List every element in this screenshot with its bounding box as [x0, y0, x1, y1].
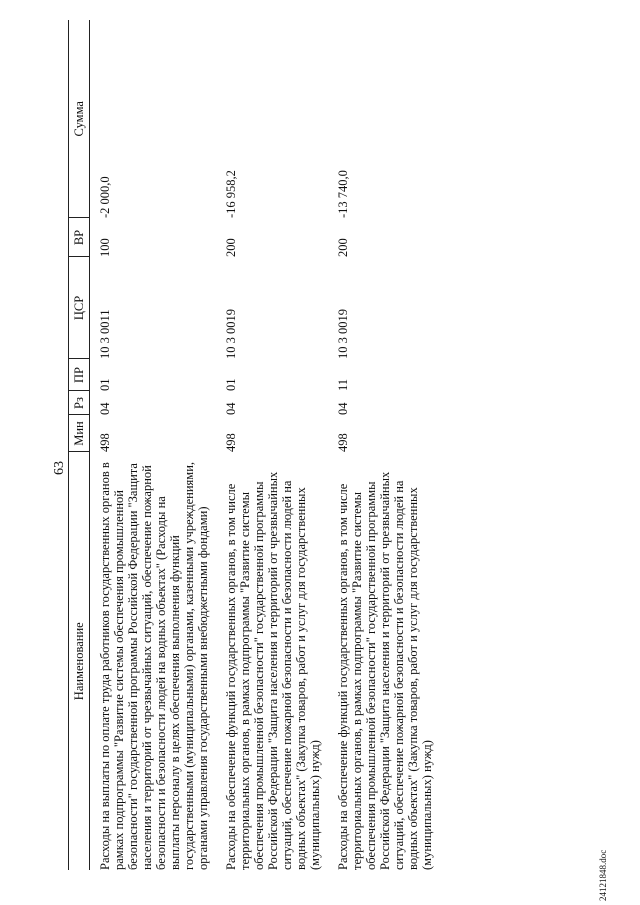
row-pr: 01 — [98, 378, 112, 391]
row-csr: 10 3 0019 — [336, 309, 350, 359]
file-id: 24121848.doc — [598, 849, 608, 901]
table-row — [216, 20, 328, 870]
row-pr: 11 — [336, 378, 350, 391]
page-number: 63 — [52, 461, 67, 475]
table-row — [90, 20, 217, 870]
row-rz: 04 — [98, 402, 112, 415]
row-vr: 200 — [224, 238, 238, 257]
column-header-name: Наименование — [69, 452, 90, 870]
row-sum: -16 958,2 — [224, 170, 238, 218]
column-header-vr: ВР — [69, 218, 90, 257]
row-name: Расходы на выплаты по оплате труда работников государственных органов в рамках подпрограммы "Развитие системы обеспечения промышленной безопасности" государственной программы Российской Федерации "Защита населения и территорий от чрезвычайных ситуаций, обеспечение пожарной безопасности и безопасности людей на водных объектах" (Расходы на выплаты персоналу в целях обеспечения выполнения функций государственными (муниципальными) органами, казенными учреждениями, органами управления государственными внебюджетными фондами) — [98, 461, 210, 870]
table-header-row — [69, 20, 90, 870]
row-vr: 200 — [336, 238, 350, 257]
column-header-sum: Сумма — [69, 20, 90, 218]
row-min: 498 — [336, 433, 350, 452]
column-header-rz: Рз — [69, 391, 90, 415]
table-row — [328, 20, 440, 870]
row-csr: 10 3 0011 — [98, 309, 112, 359]
column-header-csr: ЦСР — [69, 257, 90, 359]
row-csr: 10 3 0019 — [224, 309, 238, 359]
row-name: Расходы на обеспечение функций государственных органов, в том числе территориальных органов, в рамках подпрограммы "Развитие системы обеспечения промышленной безопасности" государственной программы Российской Федерации "Защита населения и территорий от чрезвычайных ситуаций, обеспечение пожарной безопасности и безопасности людей на водных объектах" (Закупка товаров, работ и услуг для государственных (муниципальных) нужд) — [224, 471, 322, 870]
row-rz: 04 — [224, 402, 238, 415]
row-min: 498 — [224, 433, 238, 452]
budget-table — [68, 20, 440, 870]
row-min: 498 — [98, 433, 112, 452]
row-vr: 100 — [98, 238, 112, 257]
row-rz: 04 — [336, 402, 350, 415]
row-sum: -2 000,0 — [98, 176, 112, 218]
column-header-pr: ПР — [69, 359, 90, 391]
row-name: Расходы на обеспечение функций государственных органов, в том числе территориальных органов, в рамках подпрограммы "Развитие системы обеспечения промышленной безопасности" государственной программы Российской Федерации "Защита населения и территорий от чрезвычайных ситуаций, обеспечение пожарной безопасности и безопасности людей на водных объектах" (Закупка товаров, работ и услуг для государственных (муниципальных) нужд) — [336, 471, 434, 870]
row-sum: -13 740,0 — [336, 170, 350, 218]
column-header-min: Мин — [69, 415, 90, 452]
row-pr: 01 — [224, 378, 238, 391]
